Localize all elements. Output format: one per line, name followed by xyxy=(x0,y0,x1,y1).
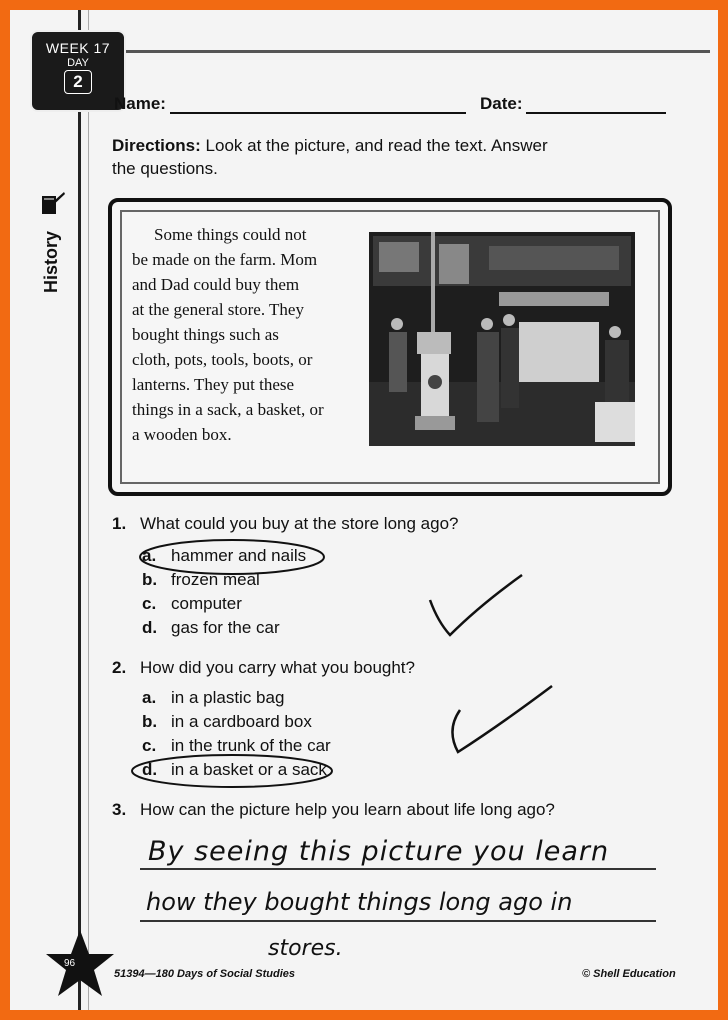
passage-line: and Dad could buy them xyxy=(132,275,300,294)
day-label: DAY xyxy=(67,57,89,69)
worksheet-page xyxy=(10,10,718,1010)
passage-line: a wooden box. xyxy=(132,425,232,444)
book-quill-icon xyxy=(38,188,68,218)
option-letter: a. xyxy=(142,546,157,565)
name-label: Name: xyxy=(114,94,166,113)
date-label: Date: xyxy=(480,94,523,113)
question-3 xyxy=(112,800,555,820)
passage-line: bought things such as xyxy=(132,325,279,344)
checkmark-q2 xyxy=(452,686,552,752)
question-number: 1. xyxy=(112,514,127,533)
option-letter: d. xyxy=(142,618,158,637)
top-rule xyxy=(100,50,710,53)
q1-option-b[interactable] xyxy=(142,570,260,590)
day-number: 2 xyxy=(64,70,92,94)
option-letter: d. xyxy=(142,760,158,779)
general-store-photo xyxy=(369,232,635,446)
directions-label: Directions: xyxy=(112,136,201,155)
question-number: 3. xyxy=(112,800,127,819)
option-text: in a cardboard box xyxy=(171,712,312,731)
question-text: How did you carry what you bought? xyxy=(140,658,415,677)
passage-line: Some things could not xyxy=(154,225,307,244)
checkmark-q1 xyxy=(430,575,522,635)
passage-line: at the general store. They xyxy=(132,300,304,319)
handwritten-answer-line-1: By seeing this picture you learn xyxy=(148,836,610,867)
answer-line-1[interactable] xyxy=(140,868,656,870)
option-text: in the trunk of the car xyxy=(171,736,331,755)
q2-option-d[interactable] xyxy=(142,760,327,780)
option-letter: c. xyxy=(142,736,157,755)
directions-text-2: the questions. xyxy=(112,159,218,178)
q2-option-c[interactable] xyxy=(142,736,331,756)
option-letter: a. xyxy=(142,688,157,707)
page-number-star xyxy=(44,928,116,1000)
passage-line: lanterns. They put these xyxy=(132,375,295,394)
passage-line: be made on the farm. Mom xyxy=(132,250,318,269)
option-letter: b. xyxy=(142,712,158,731)
option-text: in a plastic bag xyxy=(171,688,285,707)
margin-line xyxy=(78,10,81,1010)
question-1 xyxy=(112,514,458,534)
q1-option-a[interactable] xyxy=(142,546,306,566)
question-text: What could you buy at the store long ago? xyxy=(140,514,459,533)
passage-box xyxy=(108,198,672,496)
option-text: gas for the car xyxy=(171,618,280,637)
passage-line: cloth, pots, tools, boots, or xyxy=(132,350,313,369)
book-title: 51394—180 Days of Social Studies xyxy=(114,968,295,980)
margin-line-light xyxy=(88,10,89,1010)
option-text: hammer and nails xyxy=(171,546,307,565)
week-label: WEEK 17 xyxy=(45,40,111,56)
option-text: in a basket or a sack xyxy=(171,760,327,779)
week-day-badge xyxy=(30,30,126,112)
question-number: 2. xyxy=(112,658,127,677)
publisher: © Shell Education xyxy=(582,968,676,980)
q2-option-a[interactable] xyxy=(142,688,284,708)
page-number: 96 xyxy=(64,958,76,969)
passage-line: things in a sack, a basket, or xyxy=(132,400,324,419)
name-field[interactable] xyxy=(170,112,466,114)
q2-option-b[interactable] xyxy=(142,712,312,732)
handwritten-answer-line-3: stores. xyxy=(268,936,343,961)
passage-text xyxy=(132,222,352,447)
question-text: How can the picture help you learn about life long ago? xyxy=(140,800,555,819)
option-text: computer xyxy=(171,594,242,613)
question-2 xyxy=(112,658,415,678)
directions xyxy=(112,134,592,180)
subject-label: History xyxy=(41,231,61,294)
answer-line-2[interactable] xyxy=(140,920,656,922)
q1-option-c[interactable] xyxy=(142,594,242,614)
directions-text-1: Look at the picture, and read the text. Answer xyxy=(205,136,548,155)
date-field[interactable] xyxy=(526,112,666,114)
option-text: frozen meal xyxy=(171,570,260,589)
option-letter: b. xyxy=(142,570,158,589)
option-letter: c. xyxy=(142,594,157,613)
q1-option-d[interactable] xyxy=(142,618,280,638)
handwritten-answer-line-2: how they bought things long ago in xyxy=(146,888,573,916)
